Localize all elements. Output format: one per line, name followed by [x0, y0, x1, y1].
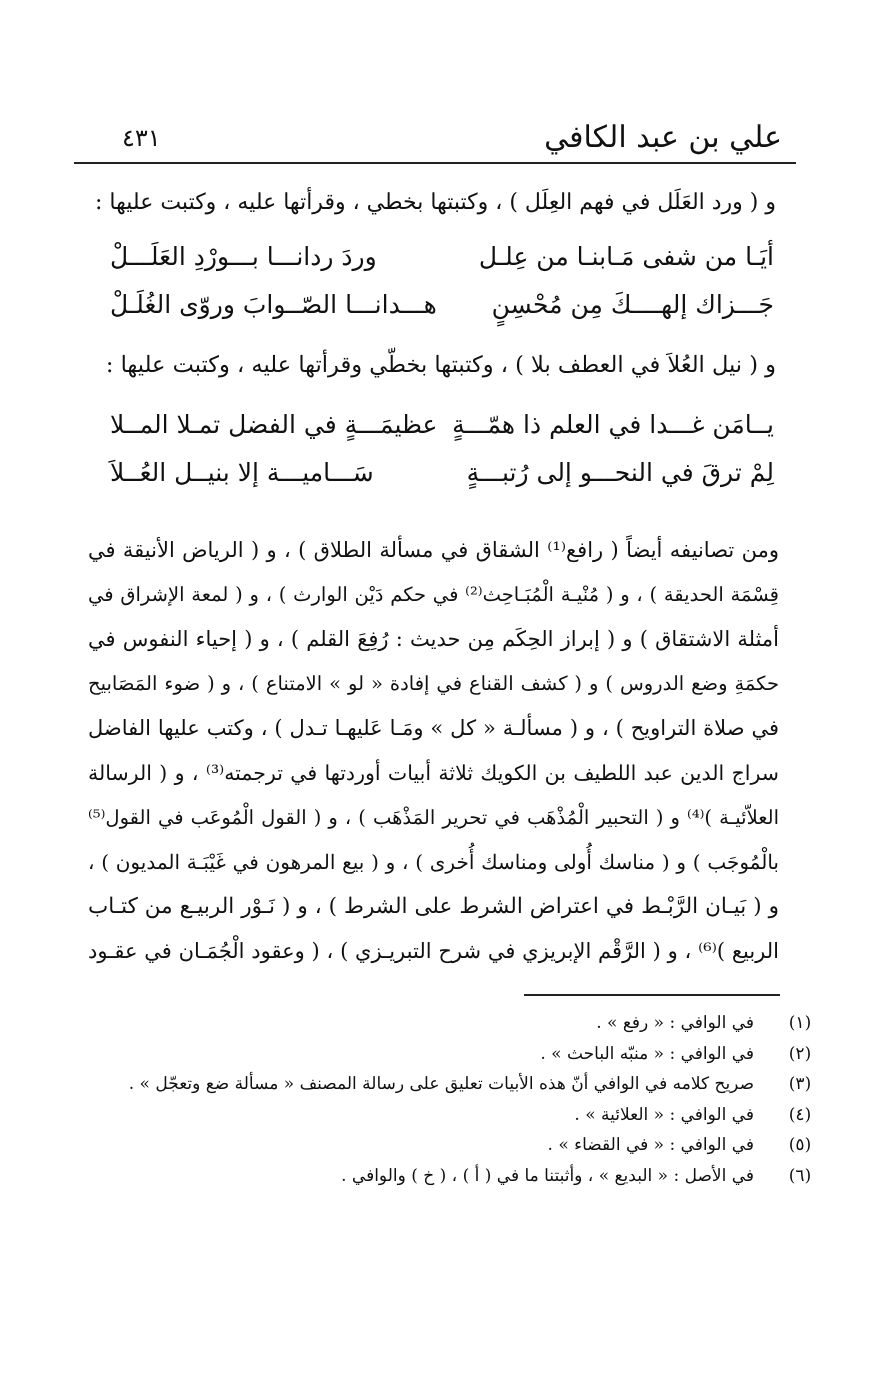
paragraph-line: حكمَةِ وضع الدروس ) و ( كشف القناع في إفادة « لو » الامتناع ) ، و ( ضوء المَصَابيح	[88, 671, 779, 695]
footnote	[120, 1039, 820, 1070]
footnote-text: في الوافي : « في القضاء » .	[547, 1135, 754, 1155]
paragraph-line: في صلاة التراويح ) ، و ( مسألـة « كل » ومَـا عَليهـا تـدل ) ، وكتب عليها الفاضل	[88, 716, 779, 741]
footnote-number: (٢)	[788, 1043, 812, 1064]
verse-first-hemistich: جَـــزاك إلهــــكَ مِن مُحْسِنٍ	[491, 290, 774, 319]
page-number: ٤٣١	[122, 124, 161, 152]
footnote-number: (١)	[788, 1013, 812, 1033]
paragraph-line: بالْمُوجَب ) و ( مناسك أُولى ومناسك أُخرى ) ، و ( بيع المرهون في غَيْبَـة المديون ) ،	[88, 850, 779, 875]
footnote-text: في الوافي : « رفع » .	[596, 1013, 754, 1033]
footnote	[120, 1161, 820, 1192]
verse-second-hemistich: سَـــاميـــة إلا بنيــل العُــلاَ	[110, 458, 374, 487]
footnote	[120, 1100, 820, 1131]
footnote-text: في الأصل : « البديع » ، وأثبتنا ما في ( أ ) ، ( خ ) والوافي .	[341, 1165, 754, 1186]
footnote-number: (٥)	[788, 1135, 812, 1155]
paragraph-line: قِسْمَة الحديقة ) ، و ( مُنْيـة الْمُبَـاحِث⁽²⁾ في حكم دَيْن الوارث ) ، و ( لمعة الإشراق في	[88, 582, 779, 606]
footnote-number: (٣)	[788, 1074, 812, 1094]
poem-verse	[110, 290, 774, 338]
verse-second-hemistich: عظيمَـــةٍ في الفضل تمـلا المــلا	[110, 410, 438, 439]
running-title: علي بن عبد الكافي	[544, 120, 782, 155]
poem-1	[110, 242, 774, 338]
poem-verse	[110, 410, 774, 458]
poem-2	[110, 410, 774, 506]
verse-first-hemistich: أيَـا من شفى مَـابنـا من عِلـل	[478, 242, 774, 271]
works-paragraph	[88, 530, 779, 976]
footnote-number: (٤)	[788, 1104, 812, 1125]
footnote	[120, 1008, 820, 1039]
footnote	[120, 1130, 820, 1161]
verse-first-hemistich: يــامَن غـــدا في العلم ذا همّـــةٍ	[452, 410, 774, 439]
verse-first-hemistich: لِمْ ترقَ في النحـــو إلى رُتبـــةٍ	[466, 458, 774, 487]
intro-line-1: و ( ورد العَلَل في فهم العِلَل ) ، وكتبتها بخطي ، وقرأتها عليه ، وكتبت عليها :	[95, 190, 776, 215]
verse-second-hemistich: هـــدانـــا الصّــوابَ وروّى الغُلَـلْ	[110, 290, 437, 319]
paragraph-line: العلاّئيـة )⁽⁴⁾ و ( التحبير الْمُذْهَب في تحرير المَذْهَب ) ، و ( القول الْمُوعَب في القول⁽⁵⁾	[88, 805, 779, 829]
footnotes	[120, 1008, 820, 1191]
footnote-number: (٦)	[788, 1165, 812, 1186]
footnote-separator	[524, 994, 780, 996]
footnote	[120, 1069, 820, 1100]
paragraph-line: سراج الدين عبد اللطيف بن الكويك ثلاثة أبيات أوردتها في ترجمته⁽³⁾ ، و ( الرسالة	[88, 760, 779, 785]
footnote-text: صريح كلامه في الوافي أنّ هذه الأبيات تعليق على رسالة المصنف « مسألة ضع وتعجّل » .	[128, 1074, 754, 1094]
verse-second-hemistich: وردَ ردانـــا بـــورْدِ العَلَـــلْ	[110, 242, 377, 271]
paragraph-line: أمثلة الاشتقاق ) و ( إبراز الحِكَم مِن حديث : رُفِعَ القلم ) ، و ( إحياء النفوس في	[88, 627, 779, 652]
poem-verse	[110, 242, 774, 290]
footnote-text: في الوافي : « العلائية » .	[574, 1104, 754, 1125]
page-header	[74, 118, 796, 164]
intro-line-2: و ( نيل العُلاَ في العطف بلا ) ، وكتبتها بخطّي وقرأتها عليه ، وكتبت عليها :	[105, 352, 776, 378]
poem-verse	[110, 458, 774, 506]
paragraph-line: الربيع )⁽⁶⁾ ، و ( الرَّقْم الإبريزي في شرح التبريـزي ) ، ( وعقود الْجُمَـان في عقـود	[88, 939, 779, 964]
paragraph-line: و ( بَيـان الرَّبْـط في اعتراض الشرط على الشرط ) ، و ( نَـوْر الربيـع من كتـاب	[88, 893, 779, 919]
footnote-text: في الوافي : « منبّه الباحث » .	[540, 1043, 754, 1064]
paragraph-line: ومن تصانيفه أيضاً ( رافع⁽¹⁾ الشقاق في مسألة الطلاق ) ، و ( الرياض الأنيقة في	[88, 538, 779, 562]
